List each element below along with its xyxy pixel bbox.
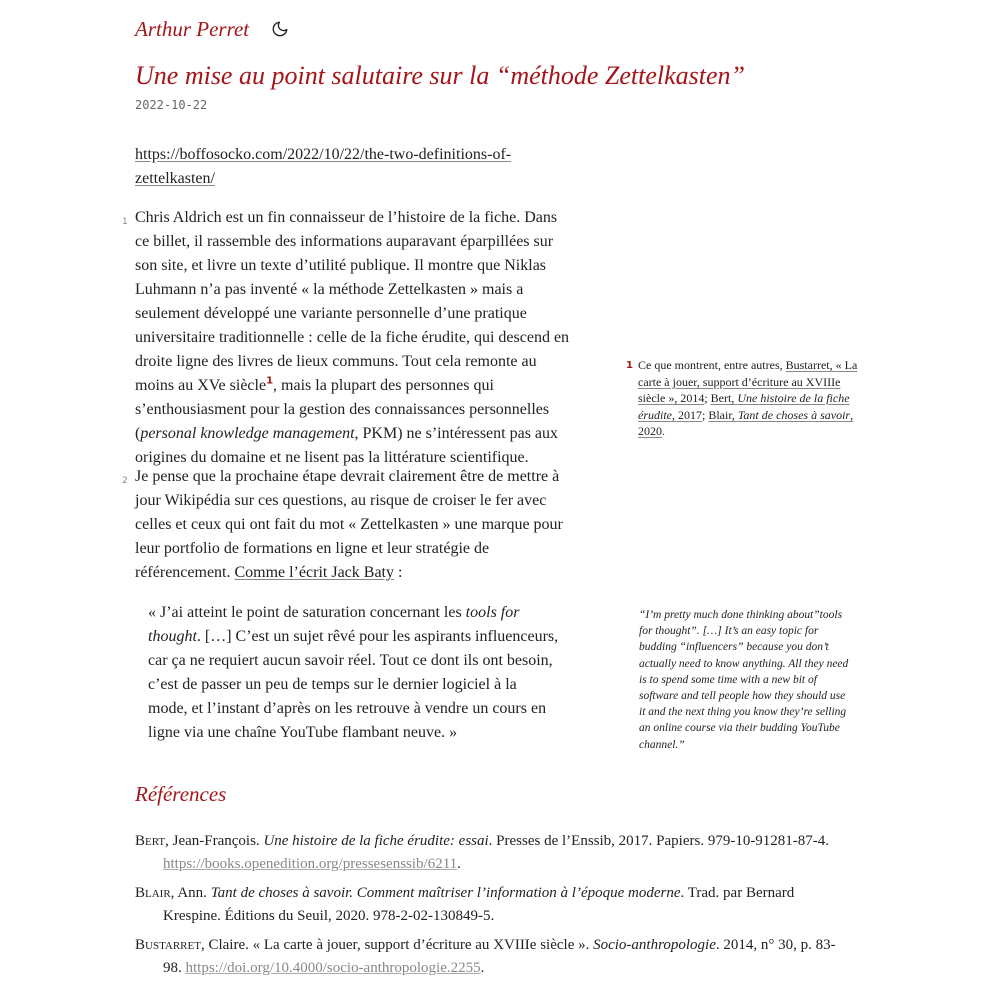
sidenote-number: 1	[626, 360, 633, 371]
paragraph-text: Chris Aldrich est un fin connaisseur de l’histoire de la fiche. Dans ce billet, il rassemble des informations auparavant éparpillées sur son site, et livre un texte d’utilité publique. Il montre que Niklas Luhmann n’a pas inventé « la méthode Zettelkasten » mais a seulement développé une variante personnelle d’une pratique universitaire traditionnelle : celle de la fiche érudite, qui descend en droite ligne des livres de lieux communs. Tout cela remonte au moins au XVe siècle	[135, 209, 570, 394]
paragraph-number: 2	[122, 476, 128, 486]
paragraph-text: , PKM) ne s’intéressent pas aux origines du domaine et ne lisent pas la littérature scientifique.	[135, 425, 559, 466]
citation-link-bustarret[interactable]: Bustarret, « La carte à jouer, support d’écriture au XVIIIe siècle », 2014	[638, 358, 858, 405]
reference-entry: Blair, Ann. Tant de choses à savoir. Comment maîtriser l’information à l’époque moderne. Trad. par Bernard Krespine. Éditions du Seuil, 2020. 978-2-02-130849-5.	[135, 885, 795, 924]
jack-baty-link[interactable]: Comme l’écrit Jack Baty	[234, 564, 394, 581]
site-header	[135, 14, 289, 44]
sidenote-text: Ce que montrent, entre autres,	[638, 358, 786, 372]
citation-link-bert[interactable]: Bert, Une histoire de la fiche érudite, 2017	[638, 391, 850, 422]
paragraph-1	[122, 206, 575, 470]
source-link-block	[135, 143, 525, 191]
blockquote	[148, 601, 560, 745]
site-title-link[interactable]: Arthur Perret	[135, 16, 250, 41]
citation-link-blair[interactable]: Blair, Tant de choses à savoir, 2020	[638, 407, 854, 438]
footnote-ref[interactable]: 1	[266, 375, 274, 387]
quote-text: « J’ai atteint le point de saturation concernant les	[148, 604, 466, 621]
references-heading: Références	[135, 782, 227, 806]
references-list	[135, 830, 850, 986]
reference-url-link[interactable]: https://books.openedition.org/pressesenssib/6211	[163, 856, 458, 872]
paragraph-text: , mais la plupart des personnes qui s’enthousiasment pour la gestion des connaissances personnelles (	[135, 377, 550, 442]
moon-icon[interactable]	[271, 20, 289, 38]
quote-text: . […] C’est un sujet rêvé pour les aspirants influenceurs, car ça ne requiert aucun savoir réel. Tout ce dont ils ont besoin, c’est de passer un peu de temps sur le dernier logiciel à la mode, et l’instant d’après on les retrouve à vendre un cours en ligne via une chaîne YouTube flambant neuve. »	[148, 628, 559, 741]
paragraph-text: :	[394, 564, 403, 581]
paragraph-italic: personal knowledge management	[140, 425, 355, 442]
reference-entry: Bustarret, Claire. « La carte à jouer, support d’écriture au XVIIIe siècle ». Socio-anthropologie. 2014, n° 30, p. 83-98. https://doi.org/10.4000/socio-anthropologie.2255.	[135, 937, 836, 976]
original-quote-margin: “I’m pretty much done thinking about”tools for thought”. […] It’s an easy topic for budding “influencers” because you don’t actually need to know anything. All they need is to spend some time with a new bit of software and tell people how they should use it and the next thing you know they’re selling an online course via their budding YouTube channel.”	[639, 609, 849, 751]
paragraph-2	[122, 465, 575, 585]
reference-url-link[interactable]: https://doi.org/10.4000/socio-anthropologie.2255	[185, 960, 481, 976]
page-title: Une mise au point salutaire sur la “méthode Zettelkasten”	[135, 61, 745, 90]
source-link[interactable]: https://boffosocko.com/2022/10/22/the-two-definitions-of-zettelkasten/	[135, 146, 512, 187]
paragraph-number: 1	[122, 217, 128, 227]
paragraph-text: Je pense que la prochaine étape devrait clairement être de mettre à jour Wikipédia sur ces questions, au risque de croiser le fer avec celles et ceux qui ont fait du mot « Zettelkasten » une marque pour leur portfolio de formations en ligne et leur stratégie de référencement.	[135, 468, 563, 581]
post-date: 2022-10-22	[135, 98, 208, 112]
quote-italic: tools for thought	[148, 604, 520, 645]
sidenote: 1 Ce que montrent, entre autres, Bustarret, « La carte à jouer, support d’écriture au XVIIIe siècle », 2014; Bert, Une histoire de la fiche érudite, 2017; Blair, Tant de choses à savoir, 2020.	[626, 358, 858, 438]
reference-entry: Bert, Jean-François. Une histoire de la fiche érudite: essai. Presses de l’Enssib, 2017. Papiers. 979-10-91281-87-4. https://books.openedition.org/pressesenssib/6211.	[135, 833, 830, 872]
